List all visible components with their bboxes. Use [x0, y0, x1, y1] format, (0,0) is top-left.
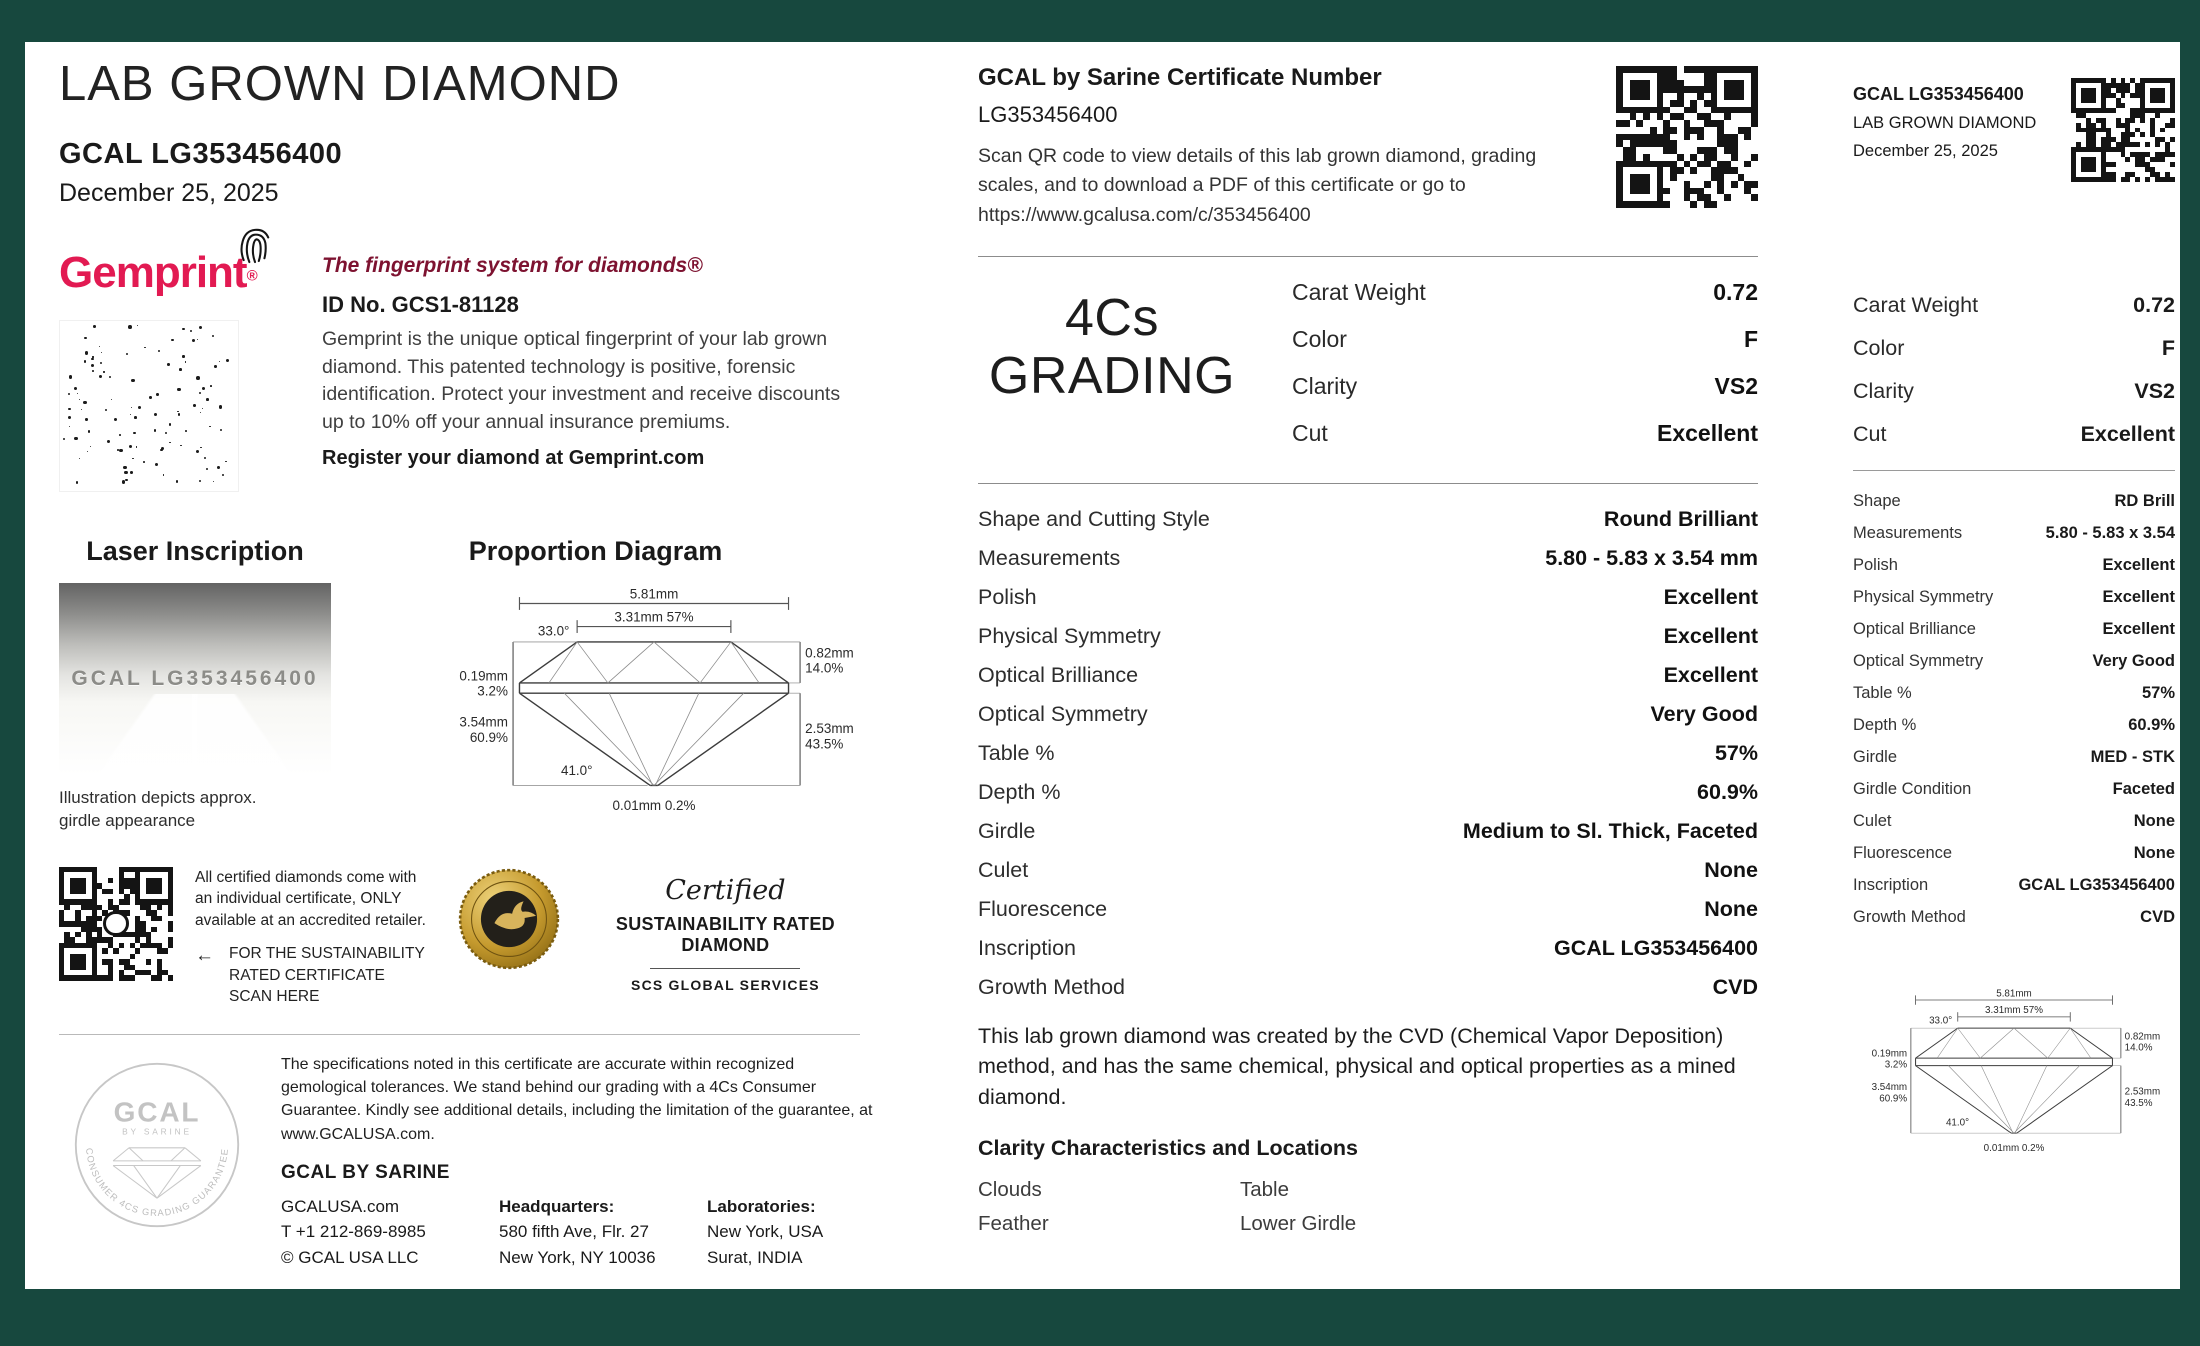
- svg-text:3.31mm 57%: 3.31mm 57%: [614, 609, 694, 625]
- svg-text:0.19mm: 0.19mm: [459, 668, 508, 684]
- laser-inscription-photo: [59, 583, 331, 775]
- svg-text:3.54mm: 3.54mm: [1871, 1082, 1908, 1093]
- clarity-rows: [978, 1173, 1758, 1241]
- page-title: LAB GROWN DIAMOND: [59, 57, 621, 111]
- right-border: [2180, 0, 2200, 1346]
- left-border: [0, 0, 25, 1346]
- sustainability-rated-label: SUSTAINABILITY RATED DIAMOND: [615, 913, 835, 955]
- gemprint-logo: Gemprint: [59, 248, 247, 297]
- brand-name: GCAL BY SARINE: [281, 1161, 450, 1183]
- grading-row: Clarity VS2: [1292, 372, 1758, 399]
- stub-title: LAB GROWN DIAMOND: [1853, 114, 2037, 132]
- stub-date: December 25, 2025: [1853, 142, 1998, 160]
- svg-text:3.54mm: 3.54mm: [459, 714, 508, 730]
- gemprint-section: [59, 248, 860, 492]
- svg-text:2.53mm: 2.53mm: [805, 720, 854, 736]
- detail-row: Shape and Cutting Style Round Brilliant: [978, 506, 1758, 531]
- svg-text:60.9%: 60.9%: [469, 729, 508, 745]
- detail-row: Table % 57%: [978, 740, 1758, 765]
- gemprint-pattern: [59, 320, 239, 492]
- top-border: [0, 0, 2200, 42]
- stub-detail-row: Physical Symmetry Excellent: [1853, 587, 2175, 606]
- detail-rows: [978, 500, 1758, 1007]
- certified-script: Certified: [665, 874, 786, 906]
- sustainability-note-line3: available at an accredited retailer.: [195, 911, 426, 929]
- certificate-content: [25, 42, 2180, 1289]
- detail-row: Inscription GCAL LG353456400: [978, 935, 1758, 960]
- contact-laboratories: Laboratories: New York, USA Surat, INDIA: [707, 1196, 824, 1267]
- registered-mark: ®: [246, 267, 258, 285]
- svg-text:3.31mm 57%: 3.31mm 57%: [1985, 1005, 2043, 1017]
- disclaimer: The specifications noted in this certificate are accurate within recognized gemological tolerances. We stand behind our grading with a 4Cs Consumer Guarantee. Kindly see additional details, including the limitation of the guarantee, at www.GCALUSA.com.: [281, 1056, 873, 1143]
- fingerprint-icon: [238, 226, 272, 264]
- photo-caption-line1: Illustration depicts approx.: [59, 788, 257, 807]
- scan-here-line1: FOR THE SUSTAINABILITY: [229, 945, 425, 962]
- svg-text:0.82mm: 0.82mm: [2124, 1031, 2161, 1043]
- stub-grading-rows: [1853, 284, 2175, 456]
- proportion-diagram: [449, 583, 859, 833]
- stub-proportion-diagram: [1864, 985, 2164, 1168]
- middle-column: [978, 42, 1758, 1289]
- scan-here-line2: RATED CERTIFICATE SCAN HERE: [229, 966, 385, 1006]
- svg-text:14.0%: 14.0%: [805, 660, 844, 676]
- stub-qr-code: [2071, 78, 2175, 182]
- sustainability-section: [59, 867, 860, 1008]
- grading-title-line2: GRADING: [988, 346, 1236, 405]
- left-column: [25, 42, 873, 1289]
- contact-web: GCALUSA.com T +1 212-869-8985 © GCAL USA LLC: [281, 1196, 426, 1267]
- scs-label: SCS GLOBAL SERVICES: [631, 976, 820, 993]
- svg-text:33.0°: 33.0°: [1929, 1015, 1953, 1027]
- stub-detail-row: Fluorescence None: [1853, 843, 2175, 862]
- certificate-description: Scan QR code to view details of this lab grown diamond, grading scales, and to download a PDF of this certificate or go to https://www.gcalusa.com/c/353456400: [978, 145, 1537, 226]
- stub-grading-row: Clarity VS2: [1853, 379, 2175, 403]
- stub-detail-row: Girdle MED - STK: [1853, 747, 2175, 766]
- stub-detail-row: Measurements 5.80 - 5.83 x 3.54: [1853, 523, 2175, 542]
- divider: [978, 256, 1758, 257]
- photo-caption-line2: girdle appearance: [59, 810, 196, 830]
- clarity-row: Clouds Table: [978, 1178, 1290, 1202]
- grading-section: [978, 263, 1758, 457]
- certificate-qr-code: [1616, 66, 1758, 208]
- register-note: Register your diamond at Gemprint.com: [322, 446, 705, 469]
- detail-row: Physical Symmetry Excellent: [978, 623, 1758, 648]
- laser-inscription-title: Laser Inscription: [86, 536, 304, 566]
- svg-text:CONSUMER 4CS GRADING GUARANTEE: CONSUMER 4CS GRADING GUARANTEE: [84, 1147, 230, 1219]
- divider: [1853, 470, 2175, 471]
- stub-detail-row: Optical Brilliance Excellent: [1853, 619, 2175, 638]
- detail-row: Optical Brilliance Excellent: [978, 662, 1758, 687]
- gemprint-description: Gemprint is the unique optical fingerprint of your lab grown diamond. This patented technology is positive, forensic identification. Protect your investment and receive discounts up to 10% off your annual insurance premiums.: [322, 328, 841, 434]
- svg-text:43.5%: 43.5%: [805, 736, 844, 752]
- detail-row: Culet None: [978, 857, 1758, 882]
- grading-title-line1: 4Cs: [1065, 288, 1159, 347]
- svg-text:0.19mm: 0.19mm: [1871, 1048, 1908, 1060]
- stub-column: [1853, 42, 2175, 1289]
- qr-center-logo: [103, 911, 128, 936]
- stub-detail-row: Girdle Condition Faceted: [1853, 779, 2175, 798]
- certificate-heading: GCAL by Sarine Certificate Number: [978, 64, 1382, 91]
- stub-grading-row: Color F: [1853, 336, 2175, 360]
- gcal-watermark: [59, 1047, 255, 1243]
- stub-certificate-number: GCAL LG353456400: [1853, 84, 2024, 104]
- clarity-title: Clarity Characteristics and Locations: [978, 1136, 1358, 1161]
- detail-row: Girdle Medium to Sl. Thick, Faceted: [978, 818, 1758, 843]
- issue-date: December 25, 2025: [59, 179, 279, 207]
- divider: [650, 968, 800, 969]
- contact-headquarters: Headquarters: 580 fifth Ave, Flr. 27 New York, NY 10036: [499, 1196, 656, 1267]
- svg-text:0.82mm: 0.82mm: [805, 645, 854, 661]
- svg-text:14.0%: 14.0%: [2124, 1042, 2153, 1054]
- laser-inscription-text: GCAL LG353456400: [71, 667, 319, 691]
- divider: [978, 483, 1758, 484]
- stub-detail-row: Shape RD Brill: [1853, 491, 2175, 510]
- stub-grading-row: Cut Excellent: [1853, 422, 2175, 446]
- svg-text:41.0°: 41.0°: [1945, 1117, 1969, 1129]
- detail-row: Optical Symmetry Very Good: [978, 701, 1758, 726]
- svg-text:5.81mm: 5.81mm: [1996, 988, 2032, 1000]
- stub-detail-row: Growth Method CVD: [1853, 907, 2175, 926]
- svg-text:60.9%: 60.9%: [1879, 1093, 1908, 1105]
- gemprint-tagline: The fingerprint system for diamonds®: [322, 254, 703, 277]
- svg-text:0.01mm 0.2%: 0.01mm 0.2%: [612, 797, 696, 813]
- proportion-diagram-title: Proportion Diagram: [468, 536, 723, 566]
- svg-text:3.2%: 3.2%: [477, 683, 508, 699]
- certificate-number: GCAL LG353456400: [59, 138, 343, 170]
- clarity-row: Feather Lower Girdle: [978, 1212, 1357, 1236]
- footer-divider: [59, 1034, 860, 1035]
- stub-detail-row: Inscription GCAL LG353456400: [1853, 875, 2175, 894]
- left-arrow-icon: ←: [195, 945, 214, 966]
- cvd-note: This lab grown diamond was created by the CVD (Chemical Vapor Deposition) method, and has the same chemical, physical and optical properties as a mined diamond.: [978, 1023, 1736, 1109]
- certificate-number-value: LG353456400: [978, 102, 1118, 127]
- stub-detail-row: Table % 57%: [1853, 683, 2175, 702]
- stub-grading-row: Carat Weight 0.72: [1853, 293, 2175, 317]
- svg-text:5.81mm: 5.81mm: [629, 586, 679, 602]
- stub-detail-row: Polish Excellent: [1853, 555, 2175, 574]
- grading-rows: [1292, 263, 1758, 457]
- svg-text:GCAL: GCAL: [113, 1096, 201, 1128]
- stub-detail-row: Culet None: [1853, 811, 2175, 830]
- grading-row: Color F: [1292, 325, 1758, 352]
- gemprint-id: ID No. GCS1-81128: [322, 292, 519, 317]
- svg-text:3.2%: 3.2%: [1884, 1059, 1908, 1071]
- svg-text:33.0°: 33.0°: [537, 623, 570, 639]
- bottom-border: [0, 1289, 2200, 1346]
- detail-row: Fluorescence None: [978, 896, 1758, 921]
- svg-text:43.5%: 43.5%: [2124, 1097, 2153, 1109]
- stub-detail-row: Optical Symmetry Very Good: [1853, 651, 2175, 670]
- grading-row: Carat Weight 0.72: [1292, 278, 1758, 305]
- sustainability-seal-icon: [457, 867, 561, 971]
- detail-row: Growth Method CVD: [978, 974, 1758, 999]
- stub-detail-rows: [1853, 485, 2175, 933]
- detail-row: Depth % 60.9%: [978, 779, 1758, 804]
- svg-text:0.01mm 0.2%: 0.01mm 0.2%: [1983, 1142, 2045, 1154]
- grading-row: Cut Excellent: [1292, 419, 1758, 446]
- footer-section: [59, 1047, 873, 1270]
- sustainability-note-line2: an individual certificate, ONLY: [195, 890, 402, 908]
- detail-row: Polish Excellent: [978, 584, 1758, 609]
- sustainability-note-line1: All certified diamonds come with: [195, 868, 417, 886]
- detail-row: Measurements 5.80 - 5.83 x 3.54 mm: [978, 545, 1758, 570]
- svg-text:BY SARINE: BY SARINE: [122, 1126, 192, 1137]
- svg-text:41.0°: 41.0°: [560, 763, 593, 779]
- stub-detail-row: Depth % 60.9%: [1853, 715, 2175, 734]
- svg-text:2.53mm: 2.53mm: [2124, 1086, 2161, 1098]
- contact-grid: [281, 1194, 877, 1271]
